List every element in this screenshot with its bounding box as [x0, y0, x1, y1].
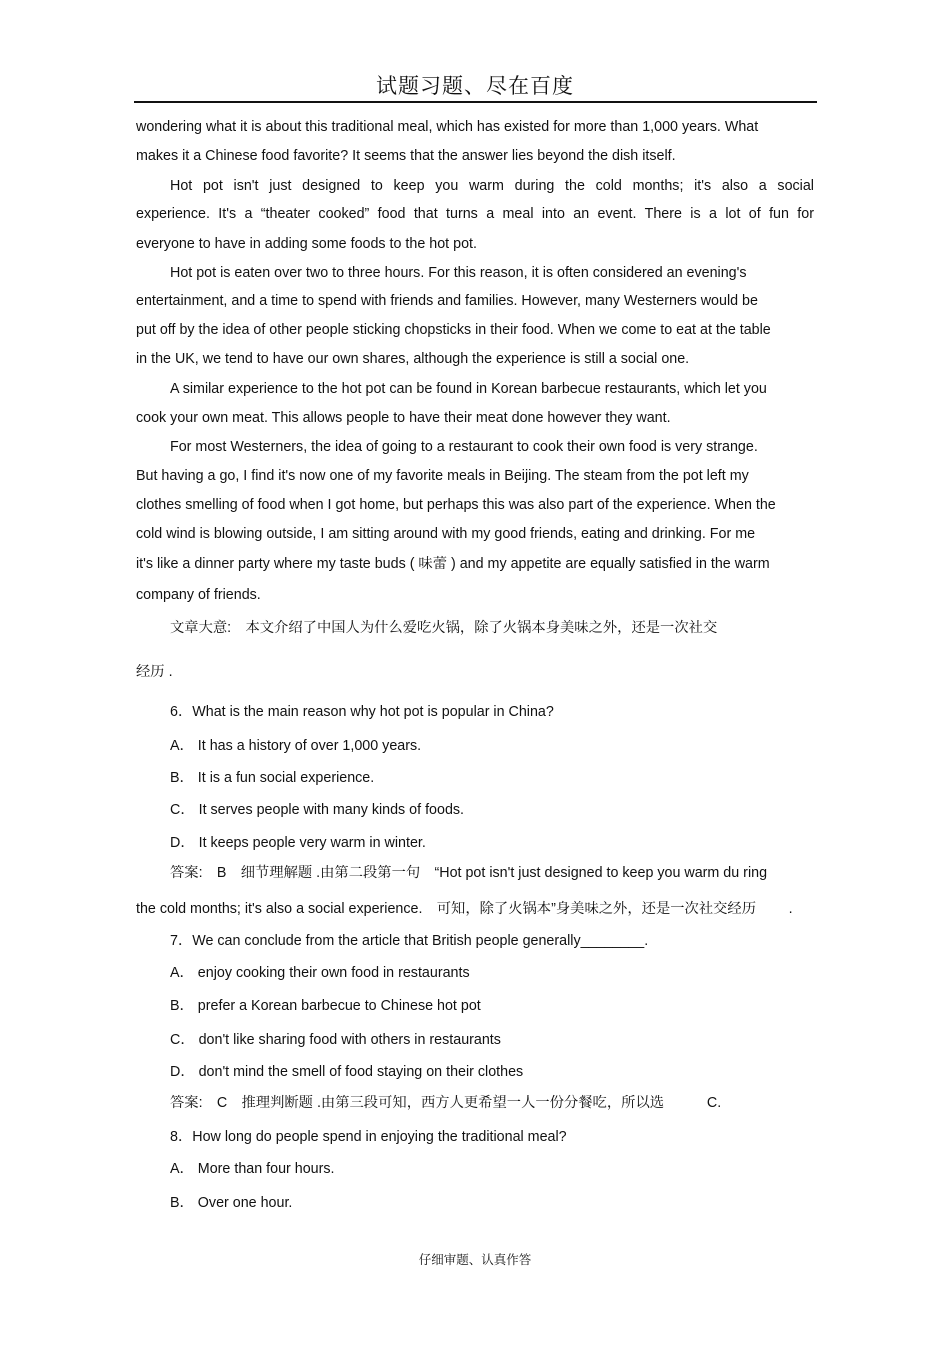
- option-c: C． don't like sharing food with others in restaurants: [170, 1032, 501, 1048]
- page-header-title: 试题习题、尽在百度: [376, 74, 574, 98]
- option-a: A． It has a history of over 1,000 years.: [170, 738, 422, 754]
- paragraph-line: But having a go, I find it's now one of my favorite meals in Beijing. The steam from the pot left my: [136, 468, 749, 484]
- paragraph-line: entertainment, and a time to spend with friends and families. However, many Westerners would be: [136, 293, 758, 309]
- paragraph-line: in the UK, we tend to have our own shares, although the experience is still a social one.: [136, 351, 690, 367]
- paragraph-line: makes it a Chinese food favorite? It seems that the answer lies beyond the dish itself.: [136, 148, 676, 164]
- answer-line: the cold months; it's also a social experience. 可知，除了火锅本”身美味之外，还是一次社交经历 .: [136, 901, 793, 917]
- paragraph-line: everyone to have in adding some foods to the hot pot.: [136, 236, 477, 252]
- answer-line: 答案: B 细节理解题 .由第二段第一句 “Hot pot isn't just designed to keep you warm du ring: [170, 865, 768, 881]
- paragraph-line: put off by the idea of other people sticking chopsticks in their food. When we come to eat at the table: [136, 322, 771, 338]
- summary-line: 经历 .: [136, 664, 173, 680]
- paragraph-line: cook your own meat. This allows people to have their meat done however they want.: [136, 410, 671, 426]
- header-divider: [134, 101, 817, 103]
- paragraph-line: A similar experience to the hot pot can be found in Korean barbecue restaurants, which let you: [170, 381, 767, 397]
- option-b: B． prefer a Korean barbecue to Chinese hot pot: [170, 998, 481, 1014]
- option-a: A． enjoy cooking their own food in restaurants: [170, 965, 470, 981]
- paragraph-line: wondering what it is about this traditional meal, which has existed for more than 1,000 years. What: [136, 119, 759, 135]
- summary-line: 文章大意: 本文介绍了中国人为什么爱吃火锅，除了火锅本身美味之外，还是一次社交: [170, 620, 718, 636]
- paragraph-line: company of friends.: [136, 587, 261, 603]
- option-d: D． don't mind the smell of food staying on their clothes: [170, 1064, 524, 1080]
- paragraph-line: For most Westerners, the idea of going to a restaurant to cook their own food is very strange.: [170, 439, 758, 455]
- option-b: B． Over one hour.: [170, 1195, 293, 1211]
- question-8: 8．How long do people spend in enjoying the traditional meal?: [170, 1129, 567, 1145]
- option-c: C． It serves people with many kinds of foods.: [170, 802, 465, 818]
- page-footer: 仔细审题、认真作答: [418, 1252, 532, 1267]
- paragraph-line: Hot pot is eaten over two to three hours. For this reason, it is often considered an evening's: [170, 265, 747, 281]
- question-7: 7．We can conclude from the article that British people generally________.: [170, 933, 649, 949]
- paragraph-line: Hot pot isn't just designed to keep you warm during the cold months; it's also a social: [170, 178, 814, 194]
- paragraph-line: cold wind is blowing outside, I am sitting around with my good friends, eating and drinking. For me: [136, 526, 756, 542]
- paragraph-line: experience. It's a “theater cooked” food that turns a meal into an event. There is a lot of fun for: [136, 206, 814, 222]
- option-d: D． It keeps people very warm in winter.: [170, 835, 426, 851]
- question-6: 6．What is the main reason why hot pot is popular in China?: [170, 704, 554, 720]
- option-b: B． It is a fun social experience.: [170, 770, 375, 786]
- option-a: A． More than four hours.: [170, 1161, 335, 1177]
- paragraph-line: it's like a dinner party where my taste buds ( 味蕾 ) and my appetite are equally satisfied in the warm: [136, 556, 770, 572]
- paragraph-line: clothes smelling of food when I got home, but perhaps this was also part of the experience. When the: [136, 497, 776, 513]
- answer-line: 答案: C 推理判断题 .由第三段可知，西方人更希望一人一份分餐吃，所以选 C.: [170, 1095, 722, 1111]
